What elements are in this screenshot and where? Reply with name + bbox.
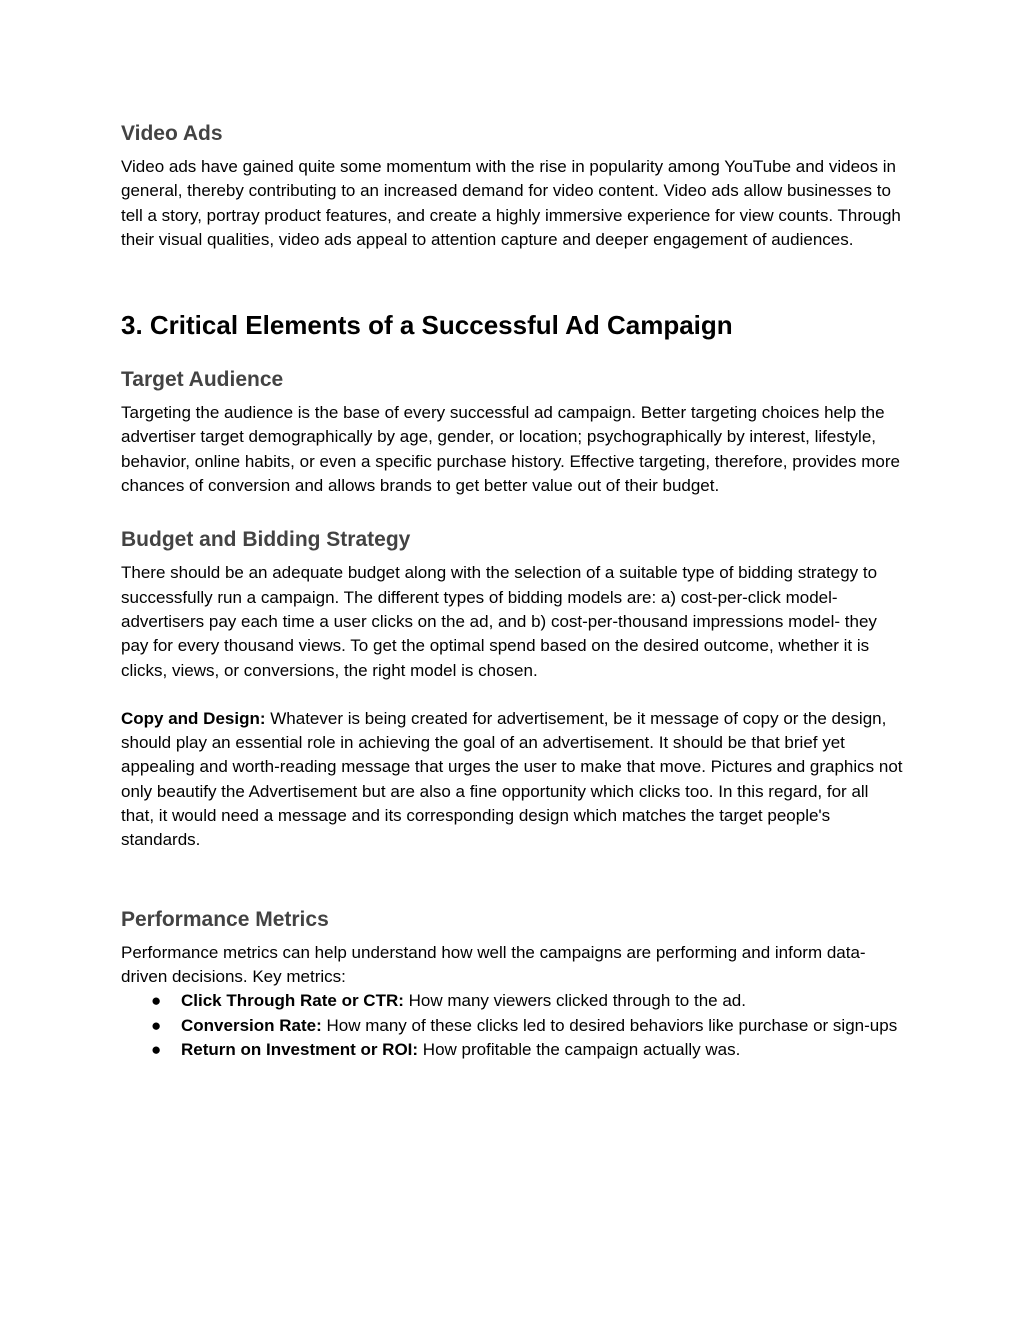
metric-term: Click Through Rate or CTR:: [181, 991, 404, 1011]
performance-heading: Performance Metrics: [121, 907, 329, 931]
list-item: [121, 1014, 906, 1038]
bullet-icon: ●: [151, 991, 162, 1011]
copy-design-paragraph: [121, 707, 906, 853]
list-item: [121, 1038, 906, 1062]
metric-term: Return on Investment or ROI:: [181, 1039, 419, 1059]
target-audience-heading: Target Audience: [121, 368, 284, 392]
copy-design-label: Copy and Design:: [121, 708, 266, 728]
video-ads-heading: Video Ads: [121, 122, 223, 145]
metric-term: Conversion Rate:: [181, 1015, 322, 1035]
budget-heading: Budget and Bidding Strategy: [121, 528, 411, 552]
list-item: [121, 989, 906, 1013]
metrics-list: [121, 989, 906, 1062]
document-page: [121, 119, 906, 1062]
metric-desc: How many of these clicks led to desired behaviors like purchase or sign-ups: [321, 1015, 898, 1035]
target-audience-paragraph: Targeting the audience is the base of every successful ad campaign. Better targeting choices help the advertiser target demographically by age, gender, or location; psychographically by interest, lifestyle, behavior, online habits, or even a specific purchase history. Effective targeting, therefore, provides more chances of conversion and allows brands to get better value out of their budget.: [121, 403, 900, 496]
copy-design-text: Whatever is being created for advertisement, be it message of copy or the design, should play an essential role in achieving the goal of an advertisement. It should be that brief yet appealing and worth-reading message that urges the user to make that move. Pictures and graphics not only beautify the Advertisement but are also a fine opportunity which clicks too. In this regard, for all that, it would need a message and its corresponding design which matches the target people's standards.: [121, 708, 903, 850]
bullet-icon: ●: [151, 1039, 162, 1059]
metric-desc: How profitable the campaign actually was.: [418, 1039, 741, 1059]
performance-intro: Performance metrics can help understand how well the campaigns are performing and inform data-driven decisions. Key metrics:: [121, 942, 866, 986]
bullet-icon: ●: [151, 1015, 162, 1035]
budget-paragraph: There should be an adequate budget along with the selection of a suitable type of bidding strategy to successfully run a campaign. The different types of bidding models are: a) cost-per-click model- advertisers pay each time a user clicks on the ad, and b) cost-per-thousand impressions model- they pay for every thousand views. To get the optimal spend based on the desired outcome, whether it is clicks, views, or conversions, the right model is chosen.: [121, 563, 878, 680]
video-ads-paragraph: Video ads have gained quite some momentum with the rise in popularity among YouTube and videos in general, thereby contributing to an increased demand for video content. Video ads allow businesses to tell a story, portray product features, and create a highly immersive experience for view counts. Through their visual qualities, video ads appeal to attention capture and deeper engagement of audiences.: [121, 157, 901, 249]
metric-desc: How many viewers clicked through to the ad.: [403, 991, 746, 1011]
section-3-title: 3. Critical Elements of a Successful Ad Campaign: [121, 310, 733, 341]
